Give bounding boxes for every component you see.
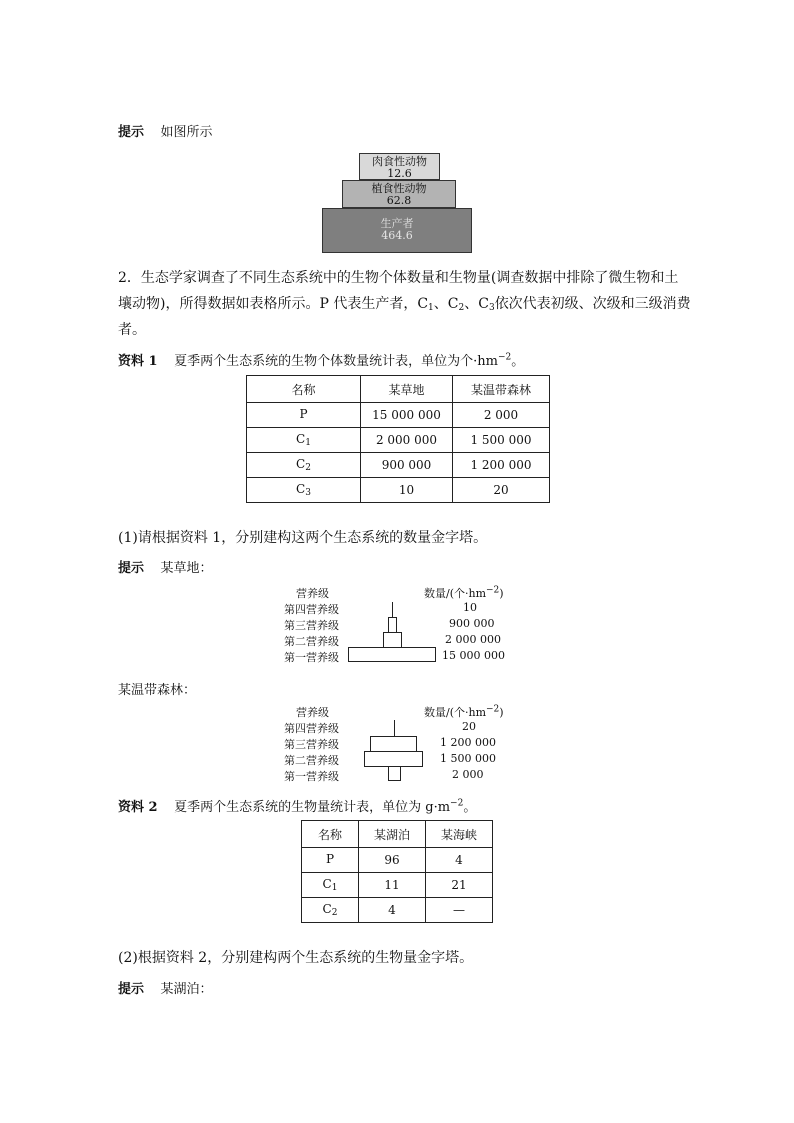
table-header-row — [302, 821, 493, 848]
level-value: 10 — [463, 601, 477, 614]
q2-sub-3: 3 — [488, 303, 495, 313]
level-value: 1 500 000 — [440, 752, 496, 765]
level-name: 植食性动物 — [371, 182, 427, 195]
table-cell: $C_2$ — [302, 898, 359, 923]
table-cell: $C_3$ — [247, 478, 361, 503]
forest-label: 某温带森林： — [118, 683, 197, 698]
level-label: 第二营养级 — [284, 754, 339, 767]
q2-sub-2: 2 — [458, 303, 465, 313]
energy-pyramid-level-middle — [342, 180, 456, 208]
hint-label: 提示 — [118, 125, 145, 140]
material-2-label: 资料 2 — [118, 800, 158, 815]
level-label: 第四营养级 — [284, 722, 339, 735]
table-cell: 15 000 000 — [361, 403, 453, 428]
level-value: 1 200 000 — [440, 736, 496, 749]
table-cell: 4 — [426, 848, 493, 873]
level-name: 生产者 — [380, 217, 414, 230]
material-2-caption-text: 夏季两个生态系统的生物量统计表，单位为 g·m — [174, 800, 451, 815]
pyramid-bar-level-4 — [392, 602, 393, 617]
table-row — [302, 873, 493, 898]
hint-label: 提示 — [118, 561, 145, 576]
energy-pyramid-level-bottom — [322, 208, 472, 253]
col-header-level: 营养级 — [296, 706, 329, 719]
hint-text: 某湖泊： — [160, 982, 213, 997]
pyramid-bar-level-2 — [383, 632, 402, 648]
table-cell: — — [426, 898, 493, 923]
material-1-label: 资料 1 — [118, 354, 158, 369]
pyramid-bar-level-1 — [348, 647, 436, 662]
level-label: 第一营养级 — [284, 651, 339, 664]
material-2-caption-end: 。 — [463, 800, 477, 815]
q2-sep-2: 、C — [464, 296, 489, 312]
level-label: 第一营养级 — [284, 770, 339, 783]
table-cell: 10 — [361, 478, 453, 503]
table-cell: 96 — [359, 848, 426, 873]
q2-text-b: 依次代表初级、次级和三级消费 — [494, 296, 691, 312]
hint-text: 如图所示 — [160, 125, 213, 140]
table-header: 名称 — [302, 821, 359, 848]
table-cell: $C_1$ — [302, 873, 359, 898]
table-header: 某温带森林 — [453, 376, 550, 403]
pyramid-bar-level-3 — [388, 617, 397, 633]
table-row — [247, 428, 550, 453]
table-cell: $C_1$ — [247, 428, 361, 453]
hint-text: 某草地： — [160, 561, 213, 576]
material-1-caption-text: 夏季两个生态系统的生物个体数量统计表，单位为个·hm — [174, 354, 498, 369]
table-cell: 20 — [453, 478, 550, 503]
table-cell: 1 200 000 — [453, 453, 550, 478]
question-2-line-1: 2．生态学家调查了不同生态系统中的生物个体数量和生物量(调查数据中排除了微生物和土 — [118, 270, 679, 286]
material-2-caption-sup: −2 — [450, 798, 464, 809]
pyramid-bar-level-3 — [370, 736, 417, 752]
table-cell: 1 500 000 — [453, 428, 550, 453]
table-cell: 4 — [359, 898, 426, 923]
table-row — [302, 848, 493, 873]
level-value: 20 — [462, 720, 476, 733]
hint-line-3 — [118, 978, 213, 997]
question-2-line-2 — [118, 291, 691, 321]
table-header: 某草地 — [361, 376, 453, 403]
col-header-level: 营养级 — [296, 587, 329, 600]
material-1-caption-sup: −2 — [497, 352, 512, 363]
table-cell: 21 — [426, 873, 493, 898]
col-header-number: 数量/(个$\cdot hm^{-2}$) — [424, 704, 504, 719]
table-cell: 11 — [359, 873, 426, 898]
sub-question-1: (1)请根据资料 1，分别建构这两个生态系统的数量金字塔。 — [118, 530, 488, 546]
material-2-table — [301, 820, 493, 923]
table-cell: 2 000 000 — [361, 428, 453, 453]
table-cell: P — [247, 403, 361, 428]
energy-pyramid-level-top — [359, 153, 440, 180]
table-cell: $C_2$ — [247, 453, 361, 478]
table-cell: 2 000 — [453, 403, 550, 428]
material-1-table — [246, 375, 550, 503]
q2-text-a: 壤动物)，所得数据如表格所示。P 代表生产者，C — [118, 296, 429, 312]
level-name: 肉食性动物 — [372, 155, 427, 168]
level-label: 第三营养级 — [284, 619, 339, 632]
table-cell: P — [302, 848, 359, 873]
level-value: 15 000 000 — [442, 649, 505, 662]
q2-sep-1: 、C — [433, 296, 459, 312]
table-header: 某海峡 — [426, 821, 493, 848]
table-row — [302, 898, 493, 923]
level-value: 2 000 000 — [445, 633, 501, 646]
level-label: 第四营养级 — [284, 603, 339, 616]
table-header-row — [247, 376, 550, 403]
table-cell: 900 000 — [361, 453, 453, 478]
table-row — [247, 453, 550, 478]
hint-label: 提示 — [118, 982, 145, 997]
table-header: 某湖泊 — [359, 821, 426, 848]
level-label: 第三营养级 — [284, 738, 339, 751]
level-value: 62.8 — [386, 194, 412, 207]
table-row — [247, 403, 550, 428]
question-2-line-3: 者。 — [118, 322, 146, 338]
pyramid-bar-level-1 — [388, 766, 401, 781]
sub-question-2: (2)根据资料 2，分别建构两个生态系统的生物量金字塔。 — [118, 950, 474, 966]
col-header-number: 数量/(个$\cdot hm^{-2}$) — [424, 585, 504, 600]
material-2-caption — [118, 796, 476, 815]
hint-line-1 — [118, 121, 213, 140]
level-value: 2 000 — [452, 768, 484, 781]
hint-line-2 — [118, 557, 213, 576]
level-value: 464.6 — [381, 229, 413, 242]
level-value: 900 000 — [449, 617, 495, 630]
level-label: 第二营养级 — [284, 635, 339, 648]
table-row — [247, 478, 550, 503]
pyramid-bar-level-2 — [364, 751, 423, 767]
level-value: 12.6 — [387, 167, 412, 180]
material-1-caption — [118, 350, 524, 369]
q2-sub-1: 1 — [428, 303, 434, 313]
material-1-caption-end: 。 — [511, 354, 525, 369]
table-header: 名称 — [247, 376, 361, 403]
pyramid-bar-level-4 — [394, 720, 395, 736]
